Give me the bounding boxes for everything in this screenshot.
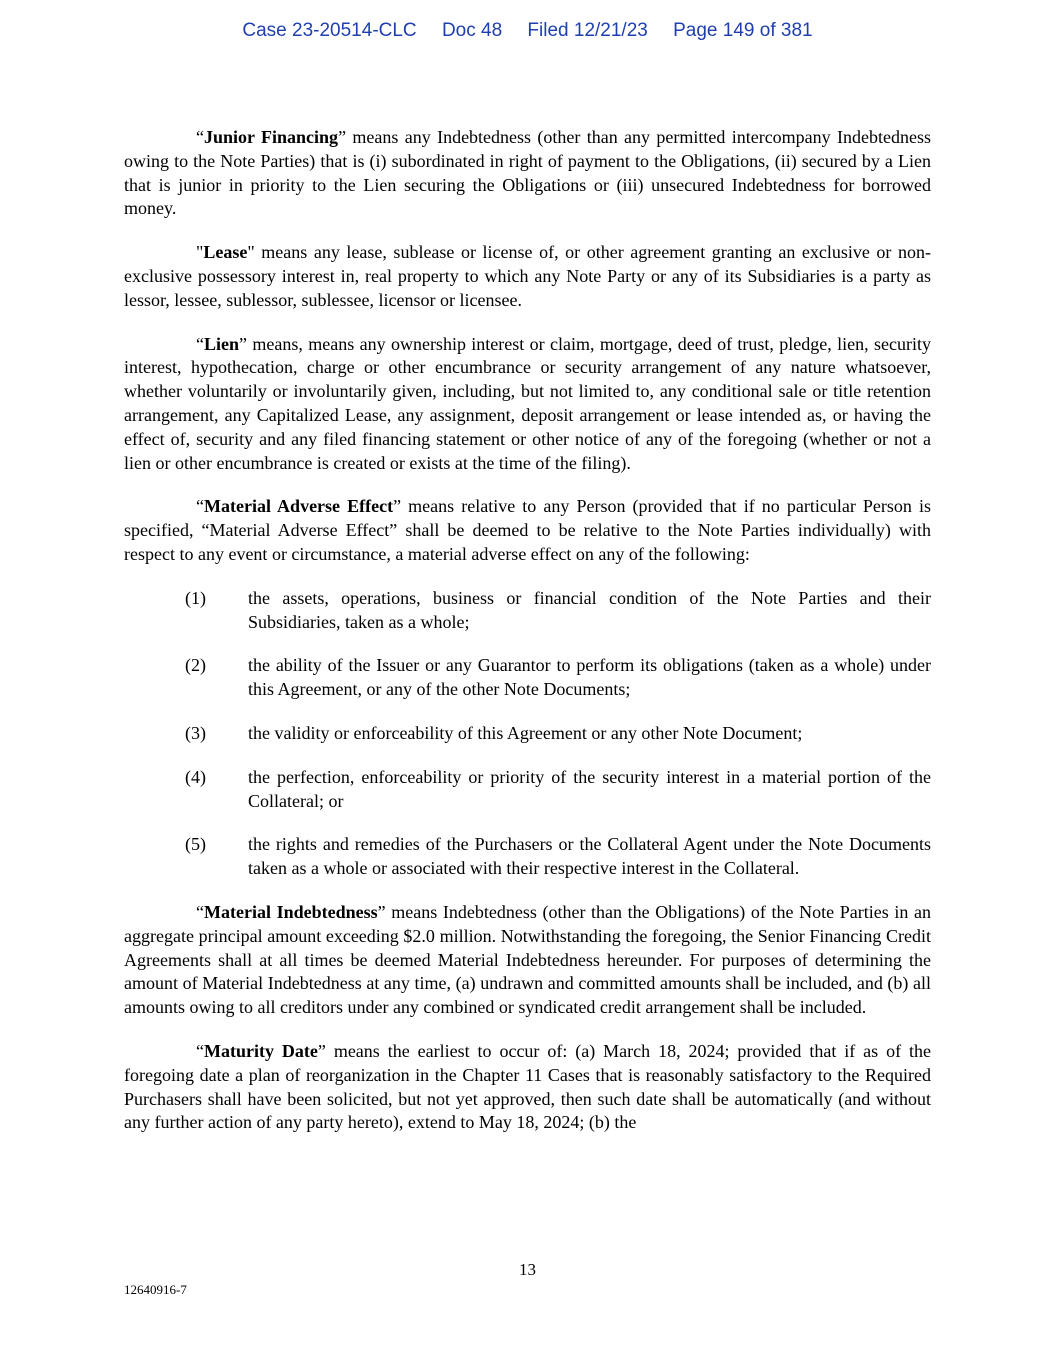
close-quote: ” [393,496,402,517]
page-number: 13 [519,1260,536,1279]
list-item-text: the assets, operations, business or financial condition of the Note Parties and their Subsidiaries, taken as a whole; [248,587,931,632]
list-item-number: (2) [185,655,206,676]
close-quote: ” [317,1040,326,1061]
open-quote: " [196,242,204,263]
list-item [124,654,931,702]
open-quote: “ [196,1040,204,1061]
list-item-number: (3) [185,722,206,743]
definition-material-adverse-effect [124,495,931,566]
case-number: Case 23-20514-CLC [242,20,417,41]
definition-text: means relative to any Person (provided that if no particular Person is specified, “Material Adverse Effect” shall be deemed to be relative to the Note Parties individually) with respect to any event or circumstance, a material adverse effect on any of the following: [124,496,931,564]
open-quote: “ [196,127,204,147]
list-item [124,833,931,881]
definition-text: means any lease, sublease or license of, or other agreement granting an exclusive or non-exclusive possessory interest in, real property to which any Note Party or any of its Subsidiaries is a party as lessor, lessee, sublessor, sublessee, licensor or licensee. [124,242,931,310]
list-item-text: the rights and remedies of the Purchasers or the Collateral Agent under the Note Documents taken as a whole or associated with their respective interest in the Collateral. [248,834,931,879]
defined-term: Maturity Date [204,1040,318,1061]
list-item [124,722,931,746]
list-item-number: (4) [185,766,206,787]
list-item-number: (5) [185,834,206,855]
definition-maturity-date [124,1040,931,1135]
definition-material-indebtedness [124,901,931,1020]
definition-lease [124,241,931,312]
list-item [124,587,931,635]
page-count: Page 149 of 381 [673,20,813,41]
list-item [124,766,931,814]
close-quote: ” [239,333,248,354]
open-quote: “ [196,333,204,354]
list-item-text: the perfection, enforceability or priority of the security interest in a material portion of the Collateral; or [248,766,931,811]
doc-number: Doc 48 [441,20,503,41]
definition-text: means the earliest to occur of: (a) March 18, 2024; provided that if as of the foregoing date a plan of reorganization in the Chapter 11 Cases that is reasonably satisfactory to the Required Purchasers shall have been solicited, but not yet approved, then such date shall be automatically (and without any further action of any party hereto), extend to May 18, 2024; (b) the [124,1040,931,1133]
close-quote: ” [377,901,386,922]
document-body [124,126,931,1155]
open-quote: “ [196,496,204,517]
list-item-number: (1) [185,587,206,608]
court-filing-header [0,20,1055,42]
document-id: 12640916-7 [124,1282,187,1297]
definition-text: means, means any ownership interest or claim, mortgage, deed of trust, pledge, lien, security interest, hypothecation, charge or other encumbrance or security arrangement of any nature whatsoever, whether voluntarily or involuntarily given, including, but not limited to, any conditional sale or title retention arrangement, any Capitalized Lease, any assignment, deposit arrangement or lease intended as, or having the effect of, security and any filed financing statement or other notice of any of the foregoing (whether or not a lien or other encumbrance is created or exists at the time of the filing). [124,333,931,473]
definition-text: means Indebtedness (other than the Obligations) of the Note Parties in an aggregate principal amount exceeding $2.0 million. Notwithstanding the foregoing, the Senior Financing Credit Agreements shall at all times be deemed Material Indebtedness hereunder. For purposes of determining the amount of Material Indebtedness at any time, (a) undrawn and committed amounts shall be included, and (b) all amounts owing to all creditors under any combined or syndicated credit arrangement shall be included. [124,901,931,1018]
list-item-text: the ability of the Issuer or any Guarantor to perform its obligations (taken as a whole) under this Agreement, or any of the other Note Documents; [248,655,931,700]
defined-term: Lien [204,333,240,354]
definition-text: means any Indebtedness (other than any permitted intercompany Indebtedness owing to the Note Parties) that is (i) subordinated in right of payment to the Obligations, (ii) secured by a Lien that is junior in priority to the Lien securing the Obligations or (iii) unsecured Indebtedness for borrowed money. [124,127,931,219]
list-item-text: the validity or enforceability of this Agreement or any other Note Document; [248,722,803,743]
defined-term: Junior Financing [204,127,339,147]
close-quote: " [247,242,255,263]
close-quote: ” [338,127,347,147]
defined-term: Material Indebtedness [204,901,378,922]
definition-lien [124,333,931,476]
defined-term: Material Adverse Effect [204,496,394,517]
filed-date: Filed 12/21/23 [527,20,648,41]
open-quote: “ [196,901,204,922]
definition-junior-financing [124,126,931,221]
defined-term: Lease [203,242,248,263]
